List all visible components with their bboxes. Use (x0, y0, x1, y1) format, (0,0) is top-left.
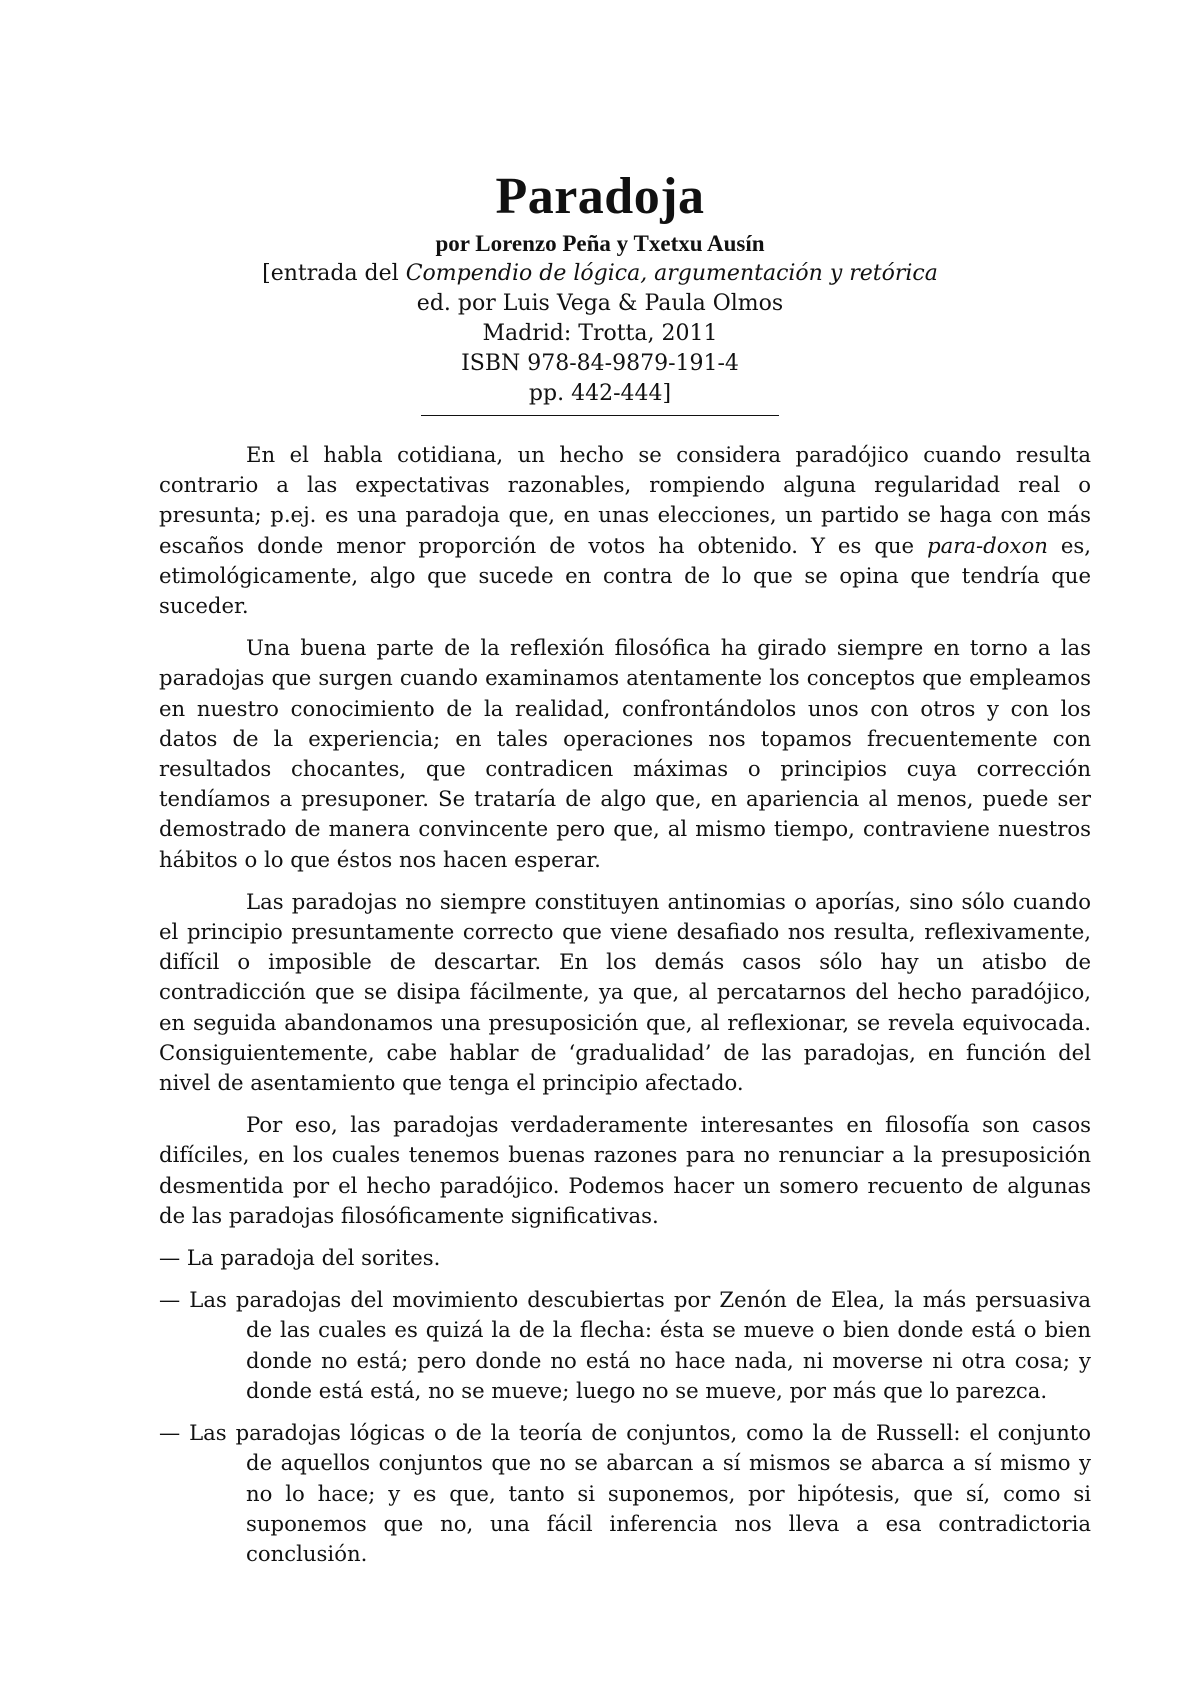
paragraph-1-term: para-doxon (927, 532, 1048, 558)
body-text (159, 440, 1091, 1581)
isbn-line: ISBN 978-84-9879-191-4 (461, 351, 739, 376)
publisher-line: Madrid: Trotta, 2011 (482, 321, 718, 346)
entry-line (0, 259, 1200, 289)
entry-work-title: Compendio de lógica, argumentación y retórica (405, 261, 938, 286)
header-divider (421, 415, 779, 416)
paragraph-2: Una buena parte de la reflexión filosófica ha girado siempre en torno a las paradojas que surgen cuando examinamos atentamente los conceptos que empleamos en nuestro conocimiento de la realidad, confrontándolos unos con otros y con los datos de la experiencia; en tales operaciones nos topamos frecuentemente con resultados chocantes, que contradicen máximas o principios cuya corrección tendíamos a presuponer. Se trataría de algo que, en apariencia al menos, puede ser demostrado de manera convincente pero que, al mismo tiempo, contraviene nuestros hábitos o lo que éstos nos hacen esperar. (159, 635, 1091, 872)
paragraph-1 (159, 440, 1091, 621)
list-item: — Las paradojas lógicas o de la teoría de conjuntos, como la de Russell: el conjunto de aquellos conjuntos que no se abarcan a sí mismos se abarca a sí mismo y no lo hace; y es que, tanto si suponemos, por hipótesis, que sí, como si suponemos que no, una fácil inferencia nos lleva a esa contradictoria conclusión. (159, 1420, 1091, 1566)
editors-line: ed. por Luis Vega & Paula Olmos (416, 291, 784, 316)
document-header (0, 165, 1200, 416)
paradox-list (159, 1243, 1091, 1569)
paragraph-1-text-a: En el habla cotidiana, un hecho se considera paradójico cuando resulta contrario a las expectativas razonables, rompiendo alguna regularidad real o presunta; p.ej. es una paradoja que, en unas elecciones, un partido se haga con más escaños donde menor proporción de votos ha obtenido. Y es que (159, 442, 1091, 558)
list-item: — La paradoja del sorites. (159, 1245, 441, 1271)
entry-prefix: [entrada del (262, 261, 406, 286)
authors-line: por Lorenzo Peña y Txetxu Ausín (435, 231, 765, 256)
paragraph-3: Las paradojas no siempre constituyen antinomias o aporías, sino sólo cuando el principio presuntamente correcto que viene desafiado nos resulta, reflexivamente, difícil o imposible de descartar. En los demás casos sólo hay un atisbo de contradicción que se disipa fácilmente, ya que, al percatarnos del hecho paradójico, en seguida abandonamos una presuposición que, al reflexionar, se revela equivocada. Consiguientemente, cabe hablar de ‘gradualidad’ de las paradojas, en función del nivel de asentamiento que tenga el principio afectado. (159, 888, 1091, 1096)
pages-line: pp. 442-444] (528, 381, 672, 406)
page-title: Paradoja (495, 168, 705, 225)
paragraph-4: Por eso, las paradojas verdaderamente interesantes en filosofía son casos difíciles, en los cuales tenemos buenas razones para no renunciar a la presuposición desmentida por el hecho paradójico. Podemos hacer un somero recuento de algunas de las paradojas filosóficamente significativas. (159, 1112, 1091, 1228)
list-item: — Las paradojas del movimiento descubiertas por Zenón de Elea, la más persuasiva de las cuales es quizá la de la flecha: ésta se mueve o bien donde está o bien donde no está; pero donde no está no hace nada, ni moverse ni otra cosa; y donde está está, no se mueve; luego no se mueve, por más que lo parezca. (159, 1287, 1091, 1403)
paragraph-1-text-b: es, etimológicamente, algo que sucede en contra de lo que se opina que tendría que suceder. (159, 532, 1091, 619)
